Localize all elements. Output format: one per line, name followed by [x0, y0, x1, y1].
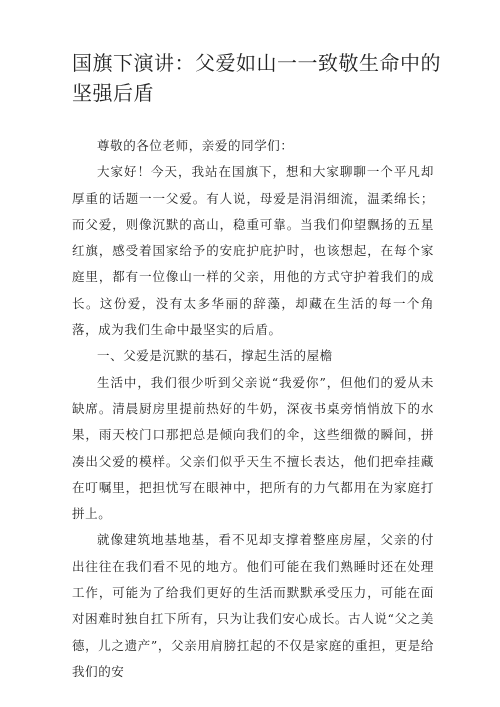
greeting: 尊敬的各位老师，亲爱的同学们：: [97, 138, 294, 153]
section-1-paragraph-1: 生活中，我们很少听到父亲说“我爱你”，但他们的爱从未缺席。清晨厨房里提前热好的牛奶，深夜书桌旁悄悄放下的水果，雨天校门口那把总是倾向我们的伞，这些细微的瞬间，拼凑出父爱的模样。父亲们似乎天生不擅长表达，他们把牵挂藏在叮嘱里，把担忧写在眼神中，把所有的力气都用在为家庭打拼上。: [72, 374, 434, 522]
section-heading-1: 一、父爱是沉默的基石，撑起生活的屋檐: [97, 348, 333, 364]
document-body: [72, 133, 434, 685]
intro-paragraph: 大家好！今天，我站在国旗下，想和大家聊聊一个平凡却厚重的话题一一父爱。有人说，母爱是涓涓细流，温柔绵长；而父爱，则像沉默的高山，稳重可靠。当我们仰望飘扬的五星红旗，感受着国家给予的安庇护庇护时，也该想起，在每个家庭里，都有一位像山一样的父亲，用他的方式守护着我们的成长。这份爱，没有太多华丽的辞藻，却藏在生活的每一个角落，成为我们生命中最坚实的后盾。: [72, 164, 434, 338]
section-1-paragraph-2: 就像建筑地基地基，看不见却支撑着整座房屋，父亲的付出往往在我们看不见的地方。他们可能在我们熟睡时还在处理工作，可能为了给我们更好的生活而默默承受压力，可能在面对困难时独自扛下所有，只为让我们安心成长。古人说“父之美德，儿之遗产”，父亲用肩膀扛起的不仅是家庭的重担，更是给我们的安: [72, 532, 434, 679]
document-title: 国旗下演讲：父爱如山一一致敬生命中的坚强后盾: [72, 51, 441, 105]
